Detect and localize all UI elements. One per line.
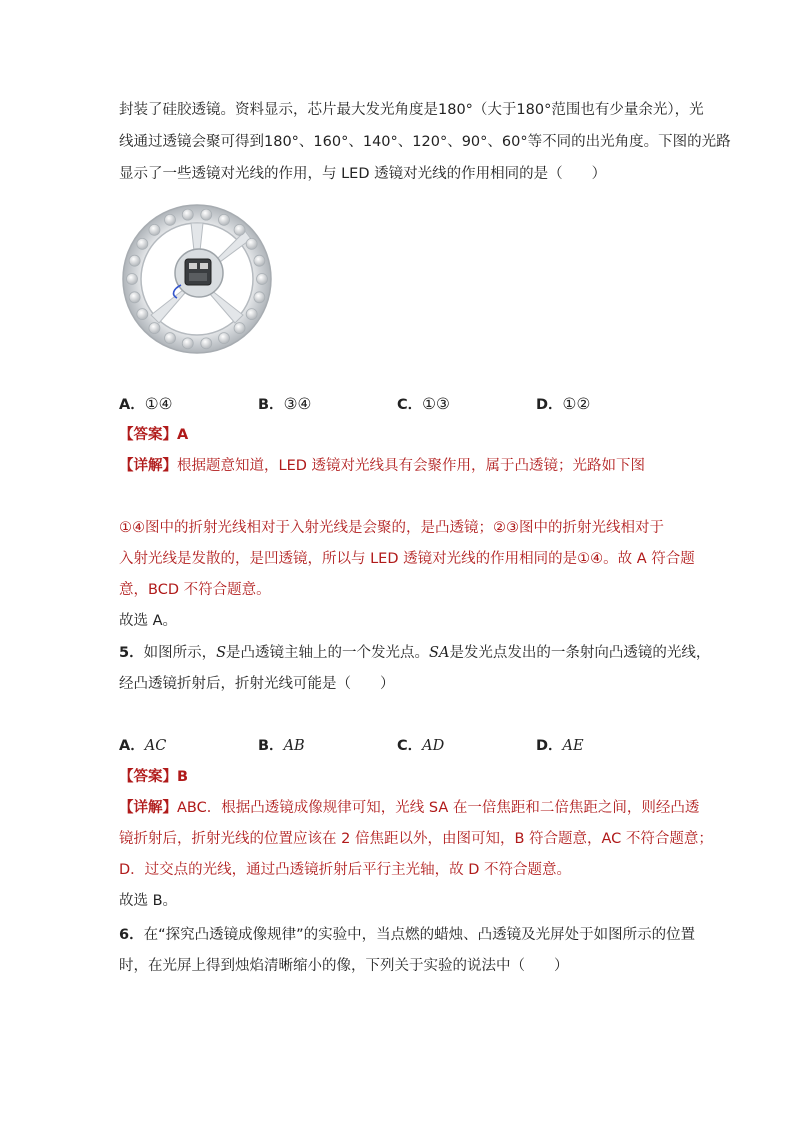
lens-bead [201,209,212,220]
q5-detail-line-2: 镜折射后，折射光线的位置应该在 2 倍焦距以外，由图可知，B 符合题意，AC 不符合题意； [119,831,713,847]
q4-detail-line-4: 意，BCD 不符合题意。 [119,582,271,598]
lens-bead [246,309,257,320]
lens-bead [149,224,160,235]
lens-bead [129,255,140,266]
q4-detail-line-3: 入射光线是发散的，是凹透镜，所以与 LED 透镜对光线的作用相同的是①④。故 A 符合题 [119,551,695,567]
lens-bead [182,338,193,349]
q5-detail-line-3: D．过交点的光线，通过凸透镜折射后平行主光轴，故 D 不符合题意。 [119,862,572,878]
q4-answer: 【答案】A [119,427,189,443]
lens-bead [165,214,176,225]
lens-bead [127,274,138,285]
q5-answer: 【答案】B [119,769,189,785]
q4-stem-line-1: 封装了硅胶透镜。资料显示，芯片最大发光角度是180°（大于180°范围也有少量余光），光 [119,102,704,118]
q5-option-c[interactable]: C．AD [397,738,445,754]
q4-option-d[interactable]: D．①② [536,395,591,413]
lens-bead [129,292,140,303]
lens-bead [201,338,212,349]
q5-option-d[interactable]: D．AE [536,738,584,754]
lens-bead [149,323,160,334]
q4-conclusion: 故选 A。 [119,613,178,629]
lens-bead [137,309,148,320]
q5-conclusion: 故选 B。 [119,893,178,909]
q5-number: 5． [119,645,144,661]
lens-bead [234,224,245,235]
lens-bead [234,323,245,334]
lens-bead [246,238,257,249]
q5-option-b[interactable]: B．AB [258,738,305,754]
q4-detail-line-2: ①④图中的折射光线相对于入射光线是会聚的，是凸透镜；②③图中的折射光线相对于 [119,520,664,536]
q5-detail-line-1: 【详解】ABC．根据凸透镜成像规律可知，光线 SA 在一倍焦距和二倍焦距之间，则经凸透 [119,800,700,816]
q4-stem-line-3: 显示了一些透镜对光线的作用，与 LED 透镜对光线的作用相同的是（ ） [119,166,607,182]
q5-option-a[interactable]: A．AC [119,738,167,754]
lens-bead [137,238,148,249]
q5-stem-line-1: 5．如图所示，S是凸透镜主轴上的一个发光点。SA是发光点发出的一条射向凸透镜的光线， [119,645,711,661]
q4-stem-line-2: 线通过透镜会聚可得到180°、160°、140°、120°、90°、60°等不同的出光角度。下图的光路 [119,134,731,150]
q6-stem-line-1: 6．在“探究凸透镜成像规律”的实验中，当点燃的蜡烛、凸透镜及光屏处于如图所示的位置 [119,927,696,943]
lens-bead [219,214,230,225]
q6-stem-line-2: 时，在光屏上得到烛焰清晰缩小的像，下列关于实验的说法中（ ） [119,958,569,974]
q5-stem-line-2: 经凸透镜折射后，折射光线可能是（ ） [119,676,395,692]
q4-option-a[interactable]: A．①④ [119,395,173,413]
q4-option-b[interactable]: B．③④ [258,395,312,413]
lens-bead [182,209,193,220]
q6-number: 6． [119,927,144,943]
lens-bead [165,333,176,344]
q4-detail-line-1: 【详解】根据题意知道，LED 透镜对光线具有会聚作用，属于凸透镜；光路如下图 [119,458,646,474]
lens-bead [257,274,268,285]
q4-option-c[interactable]: C．①③ [397,395,450,413]
led-lens-module-image [121,203,273,355]
lens-bead [254,292,265,303]
lens-bead [219,333,230,344]
lens-bead [254,255,265,266]
